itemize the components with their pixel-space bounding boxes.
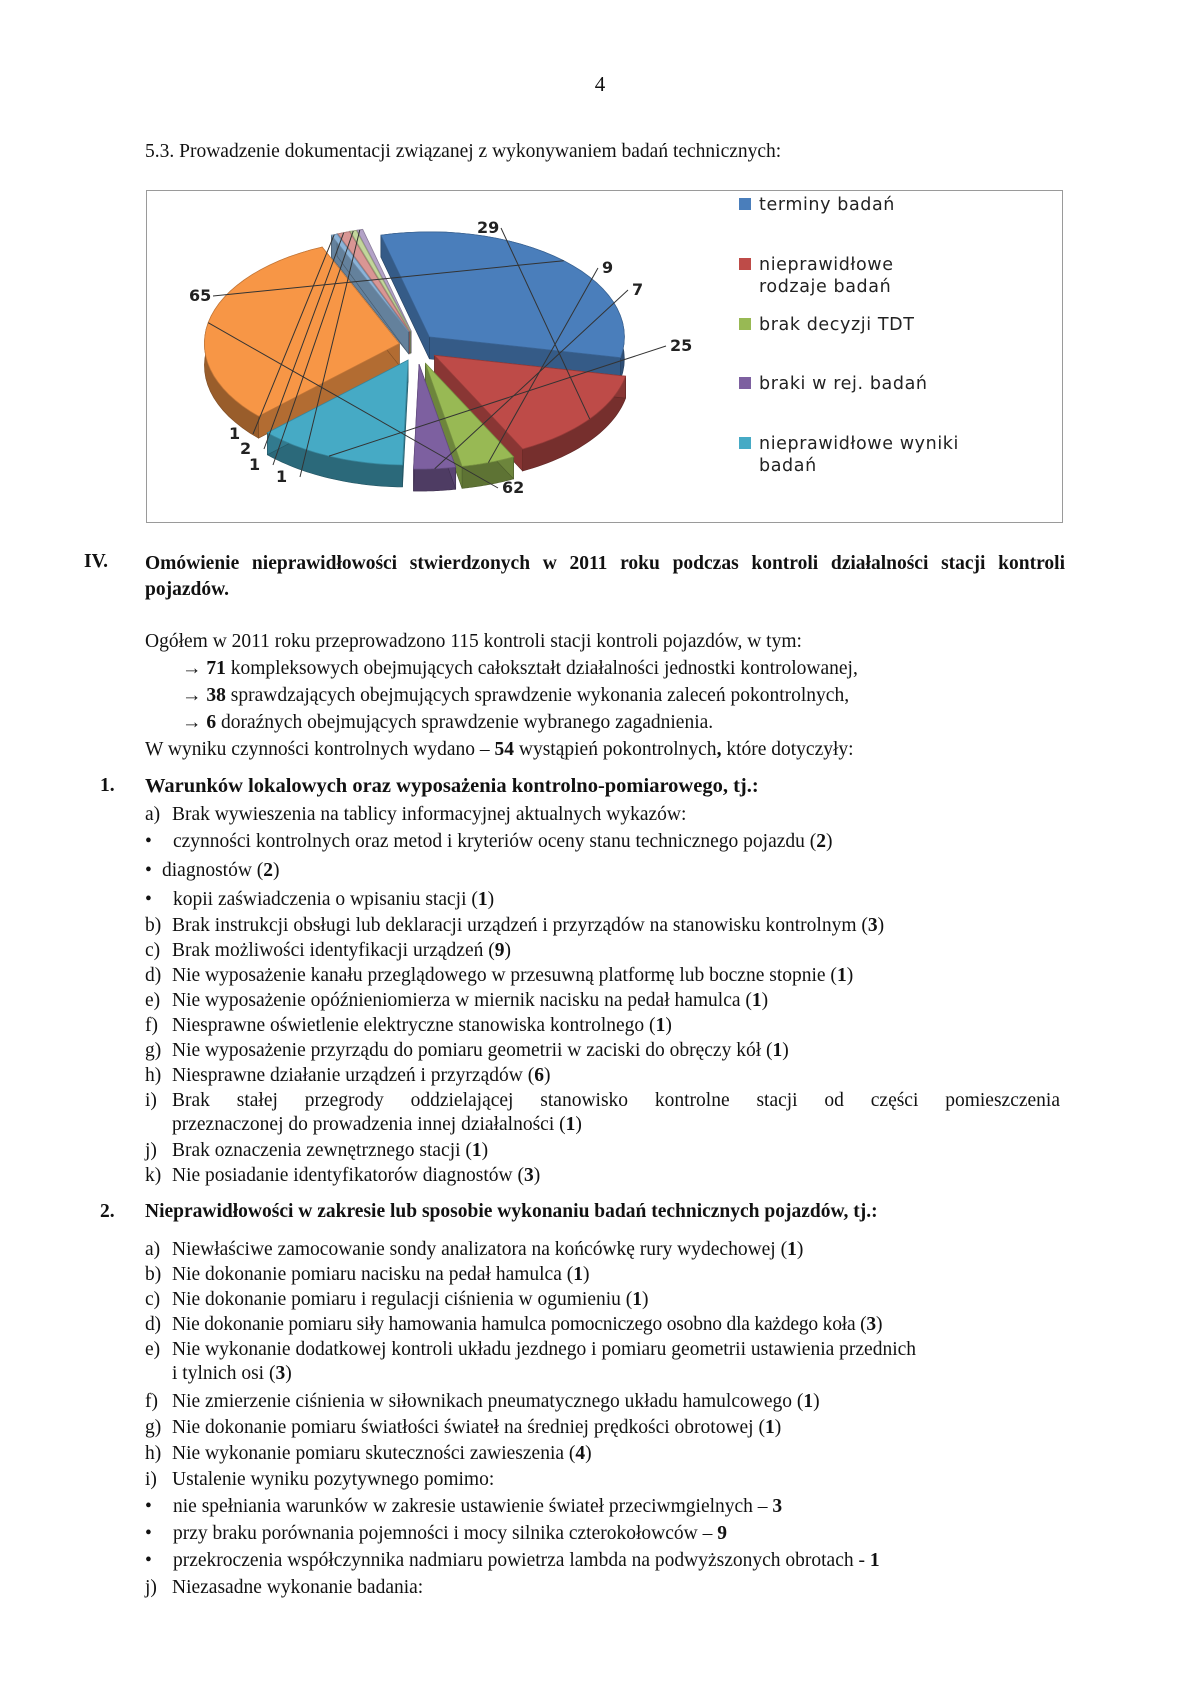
data-label: 9 xyxy=(602,258,614,277)
item-count: 6 xyxy=(534,1065,544,1086)
bullet-count: 9 xyxy=(717,1523,727,1544)
list-item xyxy=(145,1442,592,1466)
result-text: które dotyczyły: xyxy=(721,739,854,760)
arrow-text: sprawdzających obejmujących sprawdzenie wykonania zaleceń pokontrolnych, xyxy=(225,685,850,706)
item-text: ) xyxy=(575,1114,582,1135)
arrow-count: 71 xyxy=(206,658,226,679)
item-count: 1 xyxy=(787,1239,797,1260)
data-label: 7 xyxy=(632,280,644,299)
item-marker: b) xyxy=(145,915,162,936)
group1-number: 1. xyxy=(100,775,115,796)
item-text: Nie wyposażenie opóźnieniomierza w miernik nacisku na pedał hamulca ( xyxy=(172,990,752,1011)
legend-swatch xyxy=(739,437,751,449)
item-marker: c) xyxy=(145,940,161,961)
item-marker: j) xyxy=(145,1577,157,1598)
section-iv-number: IV. xyxy=(84,551,109,572)
item-text: i tylnich osi ( xyxy=(172,1363,276,1384)
bullet-count: 1 xyxy=(477,889,488,910)
bullet-text: czynności kontrolnych oraz metod i kryteriów oceny stanu technicznego pojazdu ( xyxy=(173,831,817,852)
data-label: 65 xyxy=(189,286,212,305)
item-text: ) xyxy=(846,965,854,986)
bullet-item xyxy=(145,1496,782,1518)
list-item xyxy=(145,1039,789,1063)
item-marker: a) xyxy=(145,804,161,825)
item-marker: e) xyxy=(145,990,161,1011)
bullet-item xyxy=(145,831,833,853)
item-marker: i) xyxy=(145,1090,157,1111)
legend-swatch xyxy=(739,258,751,270)
list-item xyxy=(145,1089,1060,1137)
item-count: 1 xyxy=(471,1140,482,1161)
data-label: 29 xyxy=(477,218,500,237)
item-text: ) xyxy=(504,940,511,961)
list-item xyxy=(145,1313,882,1337)
list-item xyxy=(145,803,686,827)
item-text: Brak oznaczenia zewnętrznego stacji ( xyxy=(172,1140,472,1161)
item-text: ) xyxy=(642,1289,649,1310)
item-text: Niesprawne oświetlenie elektryczne stanowiska kontrolnego ( xyxy=(172,1015,656,1036)
item-text: Nie posiadanie identyfikatorów diagnostów ( xyxy=(172,1165,524,1186)
item-text: ) xyxy=(583,1264,590,1285)
bullet-text: nie spełniania warunków w zakresie ustawienie świateł przeciwmgielnych – xyxy=(173,1496,773,1517)
bullet-icon: • xyxy=(145,889,152,910)
list-item xyxy=(145,964,853,988)
item-marker: h) xyxy=(145,1443,162,1464)
item-marker: b) xyxy=(145,1264,162,1285)
section-title: 5.3. Prowadzenie dokumentacji związanej z wykonywaniem badań technicznych: xyxy=(145,141,782,162)
item-marker: d) xyxy=(145,965,162,986)
item-text: Nie wykonanie dodatkowej kontroli układu jezdnego i pomiaru geometrii ustawienia przednich xyxy=(172,1339,917,1360)
item-text: ) xyxy=(481,1140,489,1161)
bullet-text: przekroczenia współczynnika nadmiaru powietrza lambda na podwyższonych obrotach - xyxy=(173,1550,870,1571)
list-item xyxy=(145,1390,820,1414)
arrow-count: 6 xyxy=(206,712,217,733)
item-text: ) xyxy=(761,990,769,1011)
item-text: Brak stałej przegrody oddzielającej stanowisko kontrolne stacji od części pomieszczenia xyxy=(172,1090,1060,1111)
item-text: ) xyxy=(875,1314,883,1335)
item-count: 1 xyxy=(632,1289,643,1310)
item-marker: i) xyxy=(145,1469,157,1490)
legend-label: terminy badań xyxy=(759,195,895,215)
legend-item xyxy=(739,434,959,476)
group2-number: 2. xyxy=(100,1201,115,1222)
item-marker: e) xyxy=(145,1339,161,1360)
item-text: Nie wyposażenie przyrządu do pomiaru geometrii w zaciski do obręczy kół ( xyxy=(172,1040,773,1061)
item-text: ) xyxy=(543,1065,551,1086)
item-text: Nie dokonanie pomiaru i regulacji ciśnienia w ogumieniu ( xyxy=(172,1289,633,1310)
pie-slice xyxy=(381,232,625,380)
item-count: 9 xyxy=(494,940,505,961)
list-item-arrow xyxy=(182,657,858,681)
item-text: Ustalenie wyniku pozytywnego pomimo: xyxy=(172,1469,495,1490)
item-text: Nie dokonanie pomiaru siły hamowania hamulca pomocniczego osobno dla każdego koła ( xyxy=(172,1314,867,1335)
data-label: 25 xyxy=(670,336,693,355)
item-count: 4 xyxy=(575,1443,586,1464)
item-text: Niezasadne wykonanie badania: xyxy=(172,1577,424,1598)
legend-swatch xyxy=(739,198,751,210)
item-marker: g) xyxy=(145,1040,162,1061)
legend-label: nieprawidłowe xyxy=(759,255,894,275)
list-item xyxy=(145,1164,540,1188)
result-comma: , xyxy=(716,739,722,760)
group1-title: Warunków lokalowych oraz wyposażenia kontrolno-pomiarowego, tj.: xyxy=(145,775,759,797)
bullet-icon: • xyxy=(145,1523,152,1544)
item-count: 1 xyxy=(751,990,762,1011)
arrow-text: doraźnych obejmujących sprawdzenie wybranego zagadnienia. xyxy=(216,712,714,733)
item-count: 1 xyxy=(803,1391,814,1412)
legend-label: nieprawidłowe wyniki xyxy=(759,434,959,454)
pie-chart xyxy=(146,190,1063,523)
item-text: ) xyxy=(774,1417,782,1438)
item-count: 1 xyxy=(764,1417,775,1438)
list-item xyxy=(145,1338,916,1386)
bullet-item xyxy=(145,1550,880,1572)
list-item xyxy=(145,914,884,938)
item-marker: h) xyxy=(145,1065,162,1086)
result-text: W wyniku czynności kontrolnych wydano – xyxy=(145,739,495,760)
bullet-text: kopii zaświadczenia o wpisaniu stacji ( xyxy=(173,889,478,910)
item-text: ) xyxy=(877,915,885,936)
bullet-text: ) xyxy=(273,860,280,881)
item-marker: c) xyxy=(145,1289,161,1310)
item-text: Brak możliwości identyfikacji urządzeń ( xyxy=(172,940,495,961)
bullet-count: 3 xyxy=(772,1496,783,1517)
item-marker: g) xyxy=(145,1417,162,1438)
item-marker: k) xyxy=(145,1165,162,1186)
data-label: 1 xyxy=(229,424,241,443)
item-count: 3 xyxy=(275,1363,286,1384)
legend-item xyxy=(739,374,928,394)
item-count: 3 xyxy=(867,915,878,936)
legend-item xyxy=(739,255,894,297)
arrow-icon: → xyxy=(182,658,202,679)
item-count: 3 xyxy=(524,1165,534,1186)
legend-item xyxy=(739,195,895,215)
list-item xyxy=(145,1416,781,1440)
bullet-count: 2 xyxy=(816,831,827,852)
item-text: ) xyxy=(585,1443,592,1464)
item-text: ) xyxy=(285,1363,292,1384)
item-text: ) xyxy=(782,1040,789,1061)
legend-swatch xyxy=(739,318,751,330)
bullet-item xyxy=(145,1523,727,1545)
list-item xyxy=(145,1288,649,1312)
result-text: wystąpień pokontrolnych xyxy=(514,739,717,760)
bullet-item xyxy=(145,860,280,882)
list-item xyxy=(145,1468,494,1492)
item-count: 3 xyxy=(866,1314,876,1335)
arrow-count: 38 xyxy=(206,685,226,706)
item-text: ) xyxy=(796,1239,804,1260)
item-count: 1 xyxy=(573,1264,583,1285)
item-count: 1 xyxy=(836,965,847,986)
legend-swatch xyxy=(739,377,751,389)
list-item xyxy=(145,1576,423,1600)
data-label: 1 xyxy=(276,467,288,486)
list-item xyxy=(145,989,768,1013)
bullet-text: ) xyxy=(487,889,495,910)
legend-item xyxy=(739,315,915,335)
item-text: Nie zmierzenie ciśnienia w siłownikach pneumatycznego układu hamulcowego ( xyxy=(172,1391,804,1412)
item-text: Nie dokonanie pomiaru nacisku na pedał hamulca ( xyxy=(172,1264,574,1285)
data-label: 62 xyxy=(502,478,525,497)
item-count: 1 xyxy=(655,1015,666,1036)
bullet-text: diagnostów ( xyxy=(162,860,264,881)
pie-chart-svg xyxy=(147,191,1064,524)
list-item-arrow xyxy=(182,684,849,708)
item-text: Niewłaściwe zamocowanie sondy analizatora na końcówkę rury wydechowej ( xyxy=(172,1239,788,1260)
item-count: 1 xyxy=(565,1114,576,1135)
legend-label: rodzaje badań xyxy=(759,277,892,297)
bullet-icon: • xyxy=(145,831,152,852)
section-iv-title: Omówienie nieprawidłowości stwierdzonych w 2011 roku podczas kontroli działalności stacji kontroli pojazdów. xyxy=(145,553,1065,600)
bullet-icon: • xyxy=(145,1550,152,1571)
bullet-item xyxy=(145,889,494,911)
list-item xyxy=(145,1014,672,1038)
item-text: ) xyxy=(813,1391,820,1412)
data-label: 2 xyxy=(240,439,252,458)
bullet-icon: • xyxy=(145,860,152,881)
result-count: 54 xyxy=(494,739,514,760)
item-text: Brak wywieszenia na tablicy informacyjnej aktualnych wykazów: xyxy=(172,804,687,825)
list-item xyxy=(145,1263,590,1287)
legend-label: brak decyzji TDT xyxy=(759,315,915,335)
item-count: 1 xyxy=(772,1040,783,1061)
arrow-icon: → xyxy=(182,712,202,733)
item-text: przeznaczonej do prowadzenia innej działalności ( xyxy=(172,1114,566,1135)
item-text: Brak instrukcji obsługi lub deklaracji urządzeń i przyrządów na stanowisku kontrolnym ( xyxy=(172,915,868,936)
group2-title: Nieprawidłowości w zakresie lub sposobie wykonaniu badań technicznych pojazdów, tj.: xyxy=(145,1201,878,1222)
item-marker: d) xyxy=(145,1314,161,1335)
item-text: Niesprawne działanie urządzeń i przyrządów ( xyxy=(172,1065,535,1086)
intro-line: Ogółem w 2011 roku przeprowadzono 115 kontroli stacji kontroli pojazdów, w tym: xyxy=(145,631,802,652)
item-text: Nie wyposażenie kanału przeglądowego w przesuwną platformę lub boczne stopnie ( xyxy=(172,965,837,986)
result-line xyxy=(145,738,854,762)
list-item xyxy=(145,1238,803,1262)
item-text: Nie dokonanie pomiaru światłości świateł na średniej prędkości obrotowej ( xyxy=(172,1417,765,1438)
bullet-text: przy braku porównania pojemności i mocy silnika czterokołowców – xyxy=(173,1523,718,1544)
legend-label: braki w rej. badań xyxy=(759,374,928,394)
bullet-text: ) xyxy=(826,831,833,852)
page-number: 4 xyxy=(594,72,606,96)
list-item xyxy=(145,1064,550,1088)
item-text: ) xyxy=(533,1165,541,1186)
arrow-text: kompleksowych obejmujących całokształt działalności jednostki kontrolowanej, xyxy=(225,658,858,679)
item-marker: a) xyxy=(145,1239,161,1260)
list-item xyxy=(145,939,511,963)
bullet-count: 1 xyxy=(869,1550,880,1571)
item-text: ) xyxy=(665,1015,672,1036)
arrow-icon: → xyxy=(182,685,202,706)
bullet-count: 2 xyxy=(263,860,274,881)
item-marker: j) xyxy=(145,1140,157,1161)
list-item-arrow xyxy=(182,711,713,735)
item-marker: f) xyxy=(145,1015,158,1036)
item-marker: f) xyxy=(145,1391,158,1412)
legend-label: badań xyxy=(759,456,817,476)
bullet-icon: • xyxy=(145,1496,152,1517)
data-label: 1 xyxy=(249,455,261,474)
list-item xyxy=(145,1139,488,1163)
item-text: Nie wykonanie pomiaru skuteczności zawieszenia ( xyxy=(172,1443,576,1464)
